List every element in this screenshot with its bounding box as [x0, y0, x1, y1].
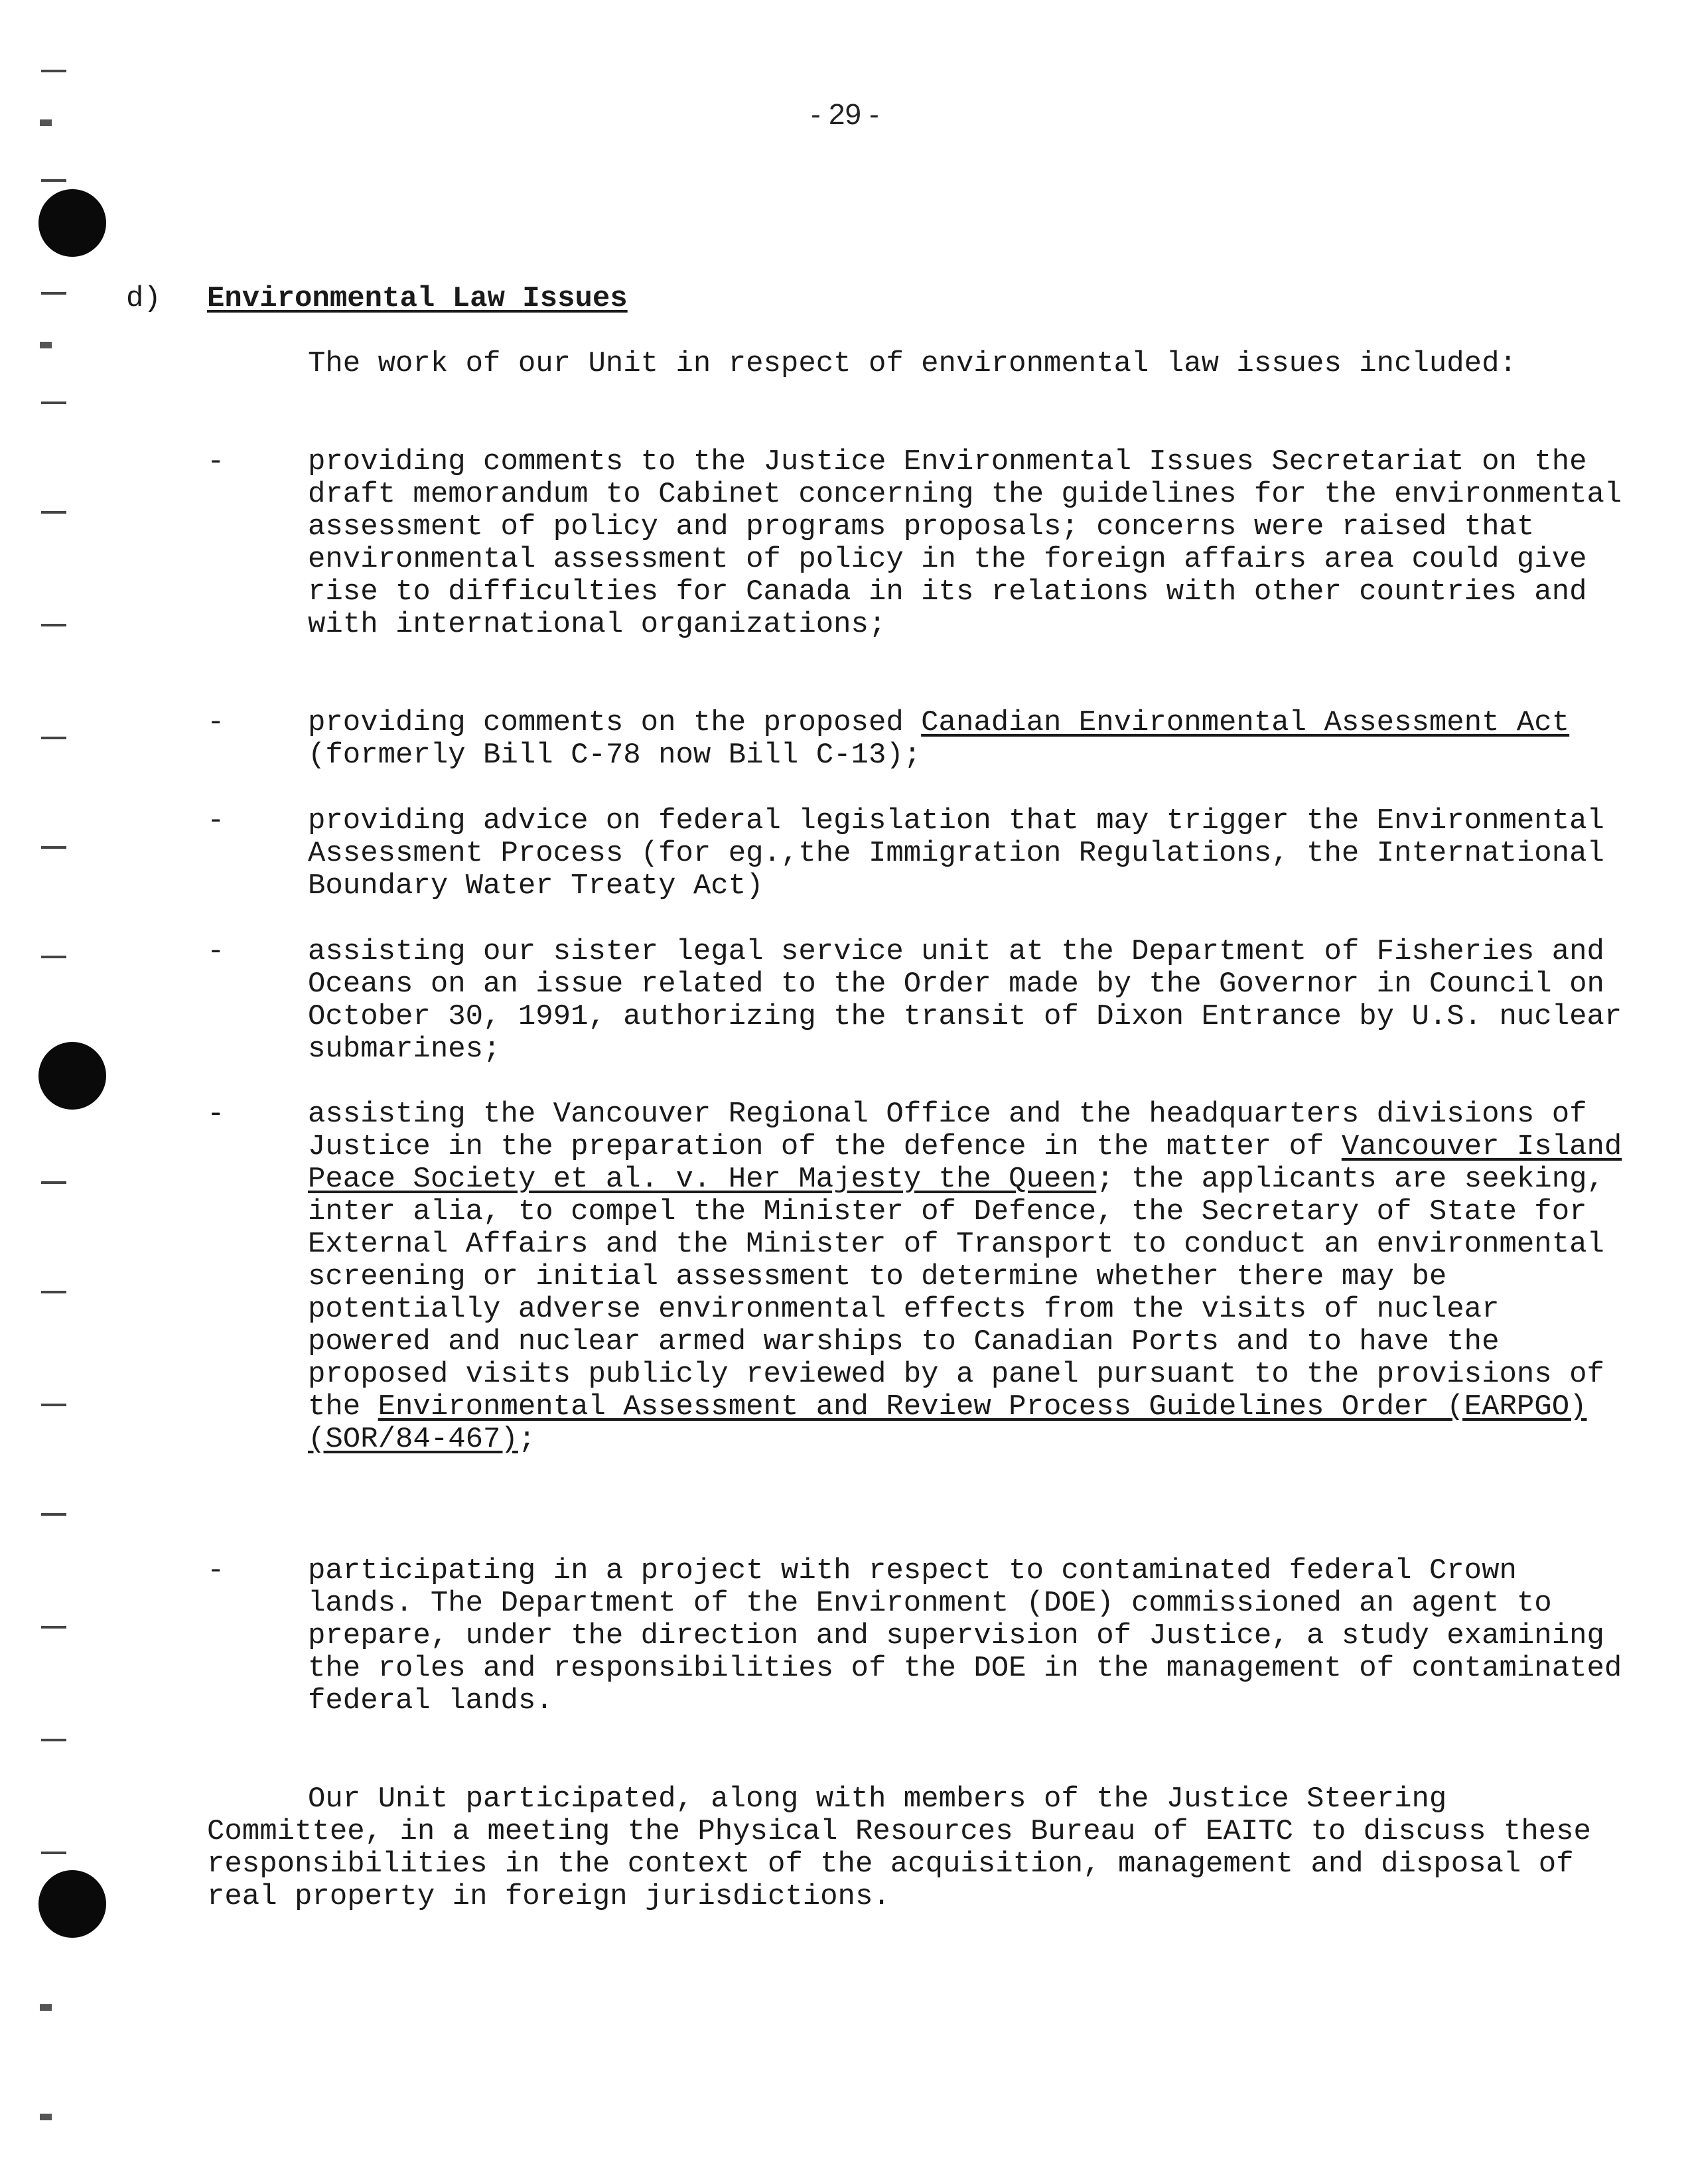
binder-edge-mark	[41, 737, 66, 739]
order-title: Environmental Assessment and Review Process Guidelines Order (EARPGO) (SOR/84-467)	[308, 1390, 1587, 1456]
binder-edge-mark	[41, 511, 66, 514]
bullet-text: providing comments to the Justice Environmental Issues Secretariat on the draft memorandum to Cabinet concerning the guidelines for the environmental assessment of policy and programs proposals; concerns were raised that environmental assessment of policy in the foreign affairs area could give rise to difficulties for Canada in its relations with other countries and with international organizations;	[308, 445, 1622, 641]
case-name: Vancouver Island Peace Society et al. v. Her Majesty the Queen	[308, 1130, 1622, 1196]
bullet-dash: -	[207, 804, 225, 837]
binder-edge-mark	[41, 70, 66, 72]
binder-edge-mark	[41, 1513, 66, 1516]
page-number: - 29 -	[811, 98, 879, 131]
binder-edge-mark	[40, 2004, 52, 2011]
binder-edge-mark	[41, 1404, 66, 1406]
closing-paragraph: Our Unit participated, along with members of the Justice Steering Committee, in a meeting the Physical Resources Bureau of EAITC to discuss these responsibilities in the context of the acquisition, management and disposal of real property in foreign jurisdictions.	[207, 1783, 1609, 1913]
binder-edge-mark	[41, 292, 66, 295]
bullet-text: providing advice on federal legislation that may trigger the Environmental Assessment Process (for eg.,the Immigration Regulations, the International Boundary Water Treaty Act)	[308, 804, 1604, 903]
intro-paragraph: The work of our Unit in respect of environmental law issues included:	[308, 347, 1517, 380]
bullet-text-part: assisting the Vancouver Regional Office and the headquarters divisions of Justice in the preparation of the defence in the matter of	[308, 1098, 1587, 1163]
binder-edge-mark	[41, 846, 66, 849]
act-title: Canadian Environmental Assessment Act	[921, 706, 1570, 739]
binder-edge-mark	[41, 1739, 66, 1741]
binder-hole-bottom	[38, 1870, 106, 1938]
section-title: Environmental Law Issues	[207, 282, 628, 315]
binder-edge-mark	[41, 624, 66, 626]
bullet-text	[308, 707, 1634, 772]
section-label: d)	[126, 282, 161, 315]
binder-edge-mark	[41, 179, 66, 182]
bullet-text-part: ;	[518, 1423, 536, 1456]
bullet-dash: -	[207, 445, 225, 478]
binder-edge-mark	[41, 1181, 66, 1184]
bullet-text-part: providing comments on the proposed	[308, 706, 922, 739]
bullet-dash: -	[207, 1554, 225, 1587]
binder-hole-top	[38, 189, 106, 257]
binder-hole-middle	[38, 1042, 106, 1110]
bullet-dash: -	[207, 1098, 225, 1131]
bullet-dash: -	[207, 706, 225, 739]
binder-edge-mark	[41, 1291, 66, 1293]
binder-edge-mark	[41, 1626, 66, 1629]
bullet-text-part: (formerly Bill C-78 now Bill C-13);	[308, 739, 922, 772]
binder-edge-mark	[41, 401, 66, 404]
bullet-text-part: ; the applicants are seeking, inter alia, to compel the Minister of Defence, the Secretary of State for External Affairs and the Minister of Transport to conduct an environmental screening or initial assessment to determine whether there may be potentially adverse environmental effects from the visits of nuclear powered and nuclear armed warships to Canadian Ports and to have the proposed visits publicly reviewed by a panel pursuant to the provisions of the	[308, 1163, 1604, 1423]
binder-edge-mark	[41, 956, 66, 958]
bullet-text: participating in a project with respect to contaminated federal Crown lands. The Department of the Environment (DOE) commissioned an agent to prepare, under the direction and supervision of Justice, a study examining the roles and responsibilities of the DOE in the management of contaminated federal lands.	[308, 1554, 1622, 1717]
bullet-dash: -	[207, 935, 225, 968]
binder-edge-mark	[40, 2114, 52, 2120]
bullet-text: assisting our sister legal service unit at the Department of Fisheries and Oceans on an issue related to the Order made by the Governor in Council on October 30, 1991, authorizing the transit of Dixon Entrance by U.S. nuclear submarines;	[308, 935, 1622, 1066]
binder-edge-mark	[41, 1852, 66, 1854]
binder-edge-mark	[40, 342, 52, 348]
bullet-text	[308, 1098, 1634, 1456]
